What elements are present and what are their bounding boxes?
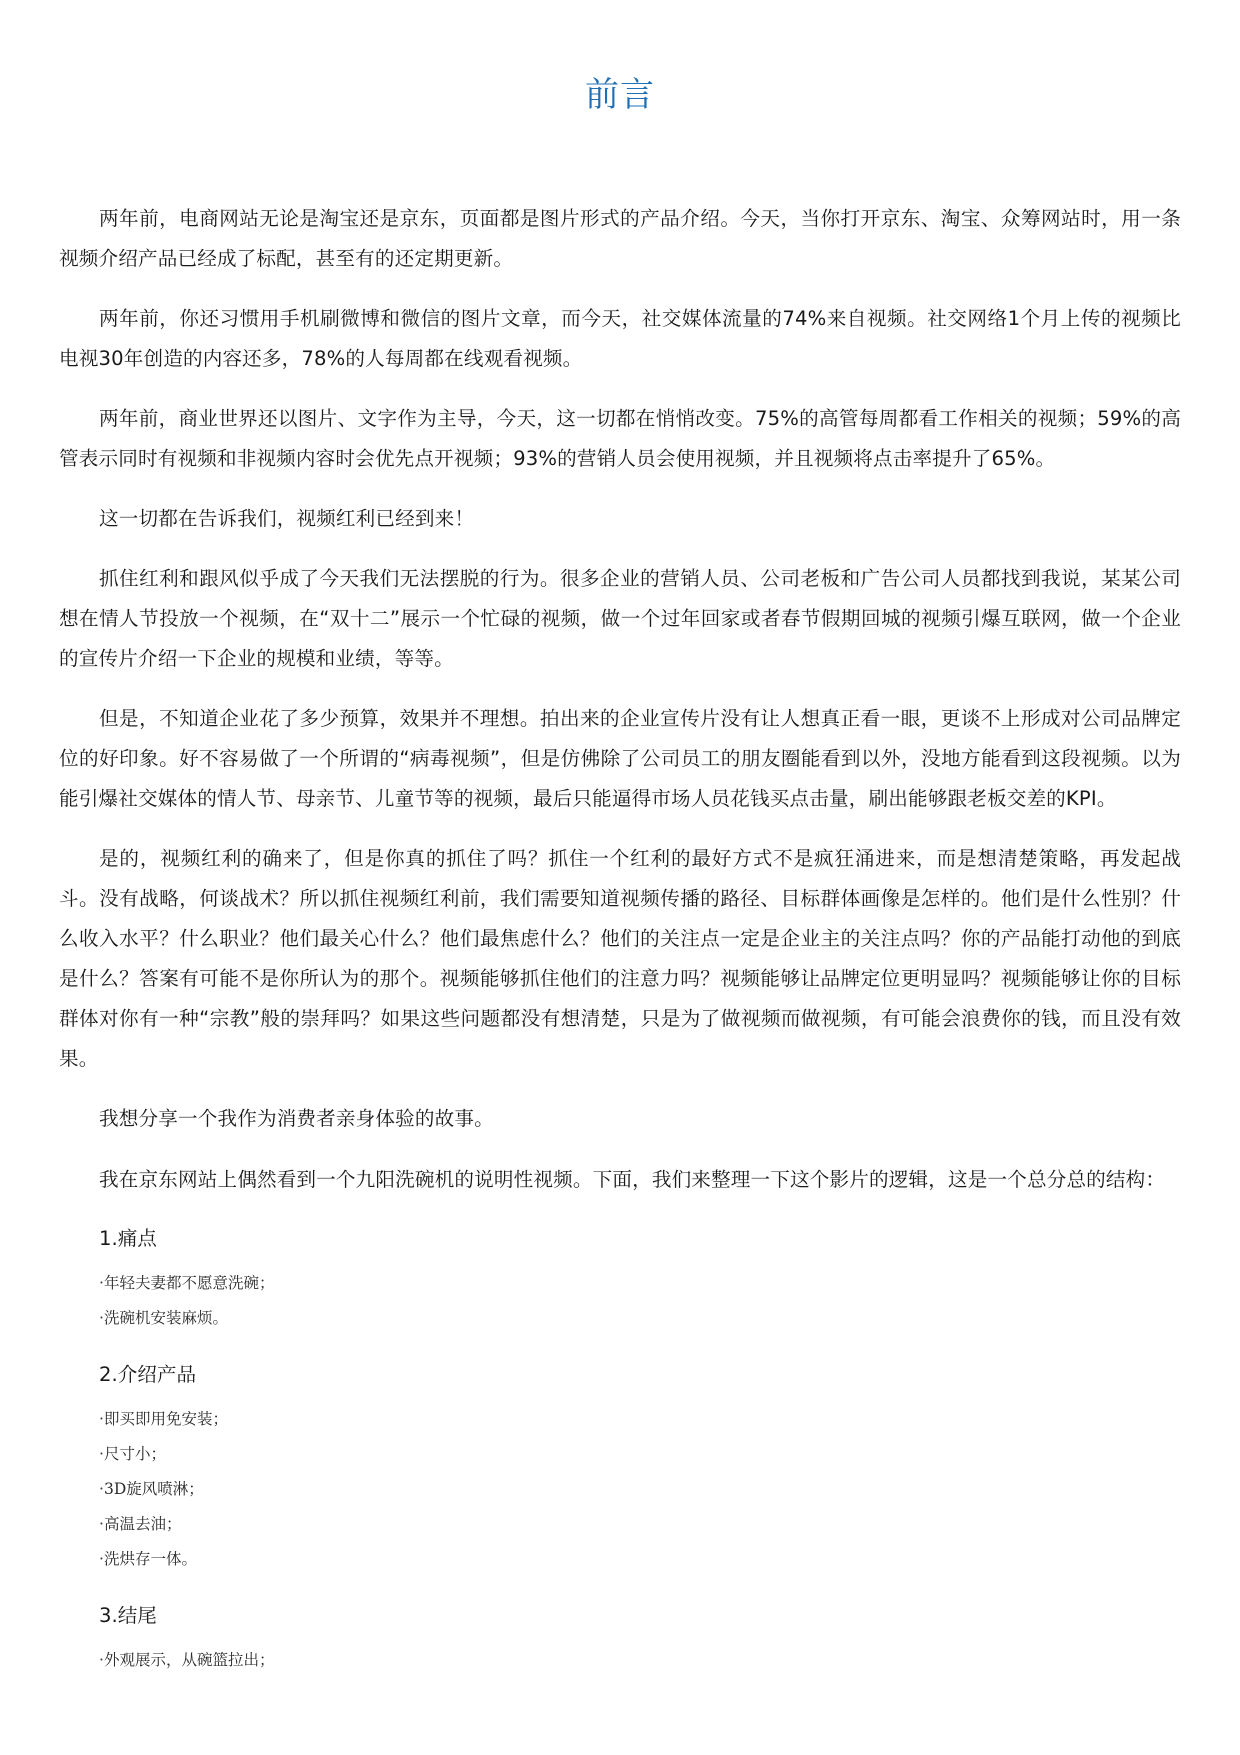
list-item: ·年轻夫妻都不愿意洗碗； [99,1266,1181,1301]
paragraph-9: 我在京东网站上偶然看到一个九阳洗碗机的说明性视频。下面，我们来整理一下这个影片的逻辑，这是一个总分总的结构： [99,1168,1166,1191]
paragraph-1: 两年前，电商网站无论是淘宝还是京东，页面都是图片形式的产品介绍。今天，当你打开京东、淘宝、众筹网站时，用一条视频介绍产品已经成了标配，甚至有的还定期更新。 [59,207,1181,270]
pain-points-list [99,1266,1181,1336]
bullet-marker: · [99,1309,104,1327]
section-heading-ending: 3.结尾 [99,1604,157,1627]
list-item: ·尺寸小； [99,1437,1181,1472]
paragraph-4: 这一切都在告诉我们，视频红利已经到来！ [99,507,475,530]
list-item: ·洗烘存一体。 [99,1542,1181,1577]
bullet-marker: · [99,1274,104,1292]
section-heading-pain-points: 1.痛点 [99,1227,157,1250]
product-intro-list [99,1402,1181,1577]
paragraph-8: 我想分享一个我作为消费者亲身体验的故事。 [99,1107,494,1130]
paragraph-2: 两年前，你还习惯用手机刷微博和微信的图片文章，而今天，社交媒体流量的74%来自视频。社交网络1个月上传的视频比电视30年创造的内容还多，78%的人每周都在线观看视频。 [59,307,1181,370]
paragraph-3: 两年前，商业世界还以图片、文字作为主导，今天，这一切都在悄悄改变。75%的高管每周都看工作相关的视频；59%的高管表示同时有视频和非视频内容时会优先点开视频；93%的营销人员会使用视频，并且视频将点击率提升了65%。 [59,407,1181,470]
list-item: ·即买即用免安装； [99,1402,1181,1437]
bullet-marker: · [99,1480,104,1498]
bullet-marker: · [99,1410,104,1428]
ending-list [99,1643,1181,1678]
paragraph-6: 但是，不知道企业花了多少预算，效果并不理想。拍出来的企业宣传片没有让人想真正看一眼，更谈不上形成对公司品牌定位的好印象。好不容易做了一个所谓的“病毒视频”，但是仿佛除了公司员工的朋友圈能看到以外，没地方能看到这段视频。以为能引爆社交媒体的情人节、母亲节、儿童节等的视频，最后只能逼得市场人员花钱买点击量，刷出能够跟老板交差的KPI。 [59,707,1181,810]
list-item: ·高温去油； [99,1507,1181,1542]
list-item: ·3D旋风喷淋； [99,1472,1181,1507]
paragraph-7: 是的，视频红利的确来了，但是你真的抓住了吗？抓住一个红利的最好方式不是疯狂涌进来，而是想清楚策略，再发起战斗。没有战略，何谈战术？所以抓住视频红利前，我们需要知道视频传播的路径、目标群体画像是怎样的。他们是什么性别？什么收入水平？什么职业？他们最关心什么？他们最焦虑什么？他们的关注点一定是企业主的关注点吗？你的产品能打动他的到底是什么？答案有可能不是你所认为的那个。视频能够抓住他们的注意力吗？视频能够让品牌定位更明显吗？视频能够让你的目标群体对你有一种“宗教”般的崇拜吗？如果这些问题都没有想清楚，只是为了做视频而做视频，有可能会浪费你的钱，而且没有效果。 [59,847,1181,1070]
paragraph-5: 抓住红利和跟风似乎成了今天我们无法摆脱的行为。很多企业的营销人员、公司老板和广告公司人员都找到我说，某某公司想在情人节投放一个视频，在“双十二”展示一个忙碌的视频，做一个过年回家或者春节假期回城的视频引爆互联网，做一个企业的宣传片介绍一下企业的规模和业绩，等等。 [59,567,1181,670]
list-item: ·外观展示，从碗篮拉出； [99,1643,1181,1678]
document-body [59,199,1181,1678]
section-heading-product-intro: 2.介绍产品 [99,1363,197,1386]
bullet-marker: · [99,1651,104,1669]
bullet-marker: · [99,1550,104,1568]
bullet-marker: · [99,1445,104,1463]
bullet-marker: · [99,1515,104,1533]
list-item: ·洗碗机安装麻烦。 [99,1301,1181,1336]
page-title: 前言 [585,75,655,115]
